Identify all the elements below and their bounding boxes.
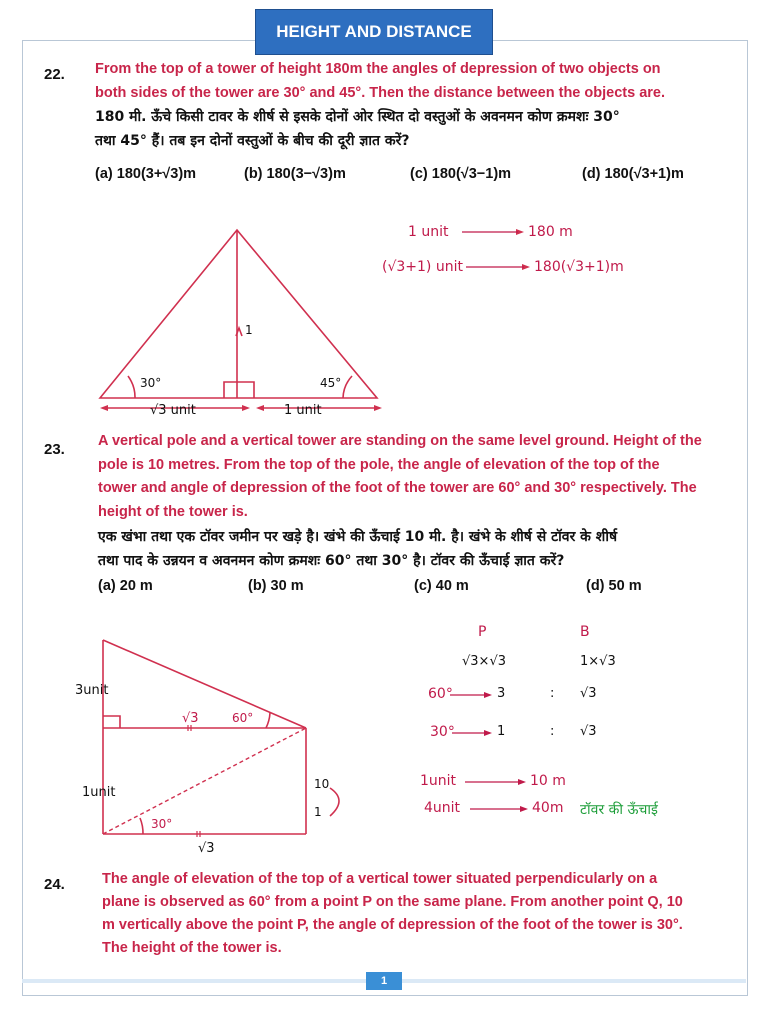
- q23-work-row1-colon: :: [550, 686, 555, 701]
- q22-number: 22.: [44, 66, 65, 83]
- q23-work-line1-right: 10 m: [530, 773, 566, 789]
- q22-option-a: (a) 180(3+√3)m: [95, 166, 197, 182]
- q23-work-p-row0: √3×√3: [462, 654, 507, 669]
- q23-depression-line: [103, 728, 306, 834]
- q23-option-c: (c) 40 m: [414, 578, 469, 594]
- q23-number: 23.: [44, 441, 65, 458]
- q23-work-line1-left: 1unit: [420, 773, 457, 789]
- q23-pole-1-label: 1: [314, 805, 322, 819]
- q23-option-d: (d) 50 m: [586, 578, 642, 594]
- q22-angle-30-label: 30°: [140, 376, 162, 390]
- q23-work-row1-ratio: √3: [580, 686, 597, 701]
- q23-elevation-line: [103, 640, 306, 728]
- q23-work-row1-angle: 60°: [428, 686, 453, 702]
- q23-hindi-line1: एक खंभा तथा एक टॉवर जमीन पर खड़े है। खंभे की ऊँचाई 10 मी. है। खंभे के शीर्ष से टॉवर के शीर्ष: [98, 529, 618, 545]
- q23-angle-30-arc: [140, 818, 143, 834]
- q23-hindi-line2: तथा पाद के उन्नयन व अवनमन कोण क्रमशः 60° तथा 30° है। टॉवर की ऊँचाई ज्ञात करें?: [98, 553, 565, 569]
- q23-work-col-b: B: [580, 624, 590, 640]
- q23-root3-top-label: √3: [182, 711, 199, 726]
- q22-english-line2: both sides of the tower are 30° and 45°. Then the distance between the objects are.: [95, 85, 665, 101]
- q23-angle-30-label: 30°: [151, 817, 173, 831]
- q23-work-line2-left: 4unit: [424, 800, 461, 816]
- q23-work-tower-height-hindi: टॉवर की ऊँचाई: [580, 802, 658, 818]
- q24-english-line4: The height of the tower is.: [102, 940, 282, 956]
- q23-option-a: (a) 20 m: [98, 578, 153, 594]
- q23-english-line1: A vertical pole and a vertical tower are standing on the same level ground. Height of the: [98, 433, 702, 449]
- q22-work-line1-left: 1 unit: [408, 224, 449, 240]
- q23-angle-60-label: 60°: [232, 711, 254, 725]
- q23-work-row1-value: 3: [497, 686, 506, 701]
- q22-option-b: (b) 180(3−√3)m: [244, 166, 346, 182]
- q23-root3-bottom-label: √3: [198, 841, 215, 856]
- q22-hindi-line2: तथा 45° हैं। तब इन दोनों वस्तुओं के बीच की दूरी ज्ञात करें?: [95, 133, 410, 149]
- q23-work-row2-angle: 30°: [430, 724, 455, 740]
- q22-base-left-label: √3 unit: [150, 403, 196, 418]
- q24-english-line1: The angle of elevation of the top of a vertical tower situated perpendicularly on a: [102, 871, 658, 887]
- q22-height-label: 1: [245, 323, 253, 337]
- q22-option-d: (d) 180(√3+1)m: [582, 166, 684, 182]
- q24-english-line3: m vertically above the point P, the angle of depression of the foot of the tower is 30°.: [102, 917, 683, 933]
- q23-work-b-row0: 1×√3: [580, 654, 616, 669]
- q23-work-col-p: P: [478, 624, 487, 640]
- q22-work-line2-right: 180(√3+1)m: [534, 259, 624, 275]
- q23-right-angle-mark: [103, 716, 120, 728]
- q22-work-line1-right: 180 m: [528, 224, 573, 240]
- q23-angle-60-arc: [266, 713, 270, 728]
- q23-pole-brace: [330, 788, 339, 816]
- q24-number: 24.: [44, 876, 65, 893]
- q23-work-row2-value: 1: [497, 724, 506, 739]
- q22-base-right-label: 1 unit: [284, 403, 322, 418]
- q23-pole-10-label: 10: [314, 777, 330, 791]
- q22-option-c: (c) 180(√3−1)m: [410, 166, 512, 182]
- q22-hindi-line1: 180 मी. ऊँचे किसी टावर के शीर्ष से इसके दोनों ओर स्थित दो वस्तुओं के अवनमन कोण क्रमशः 30°: [95, 109, 620, 125]
- q23-option-b: (b) 30 m: [248, 578, 304, 594]
- q22-english-line1: From the top of a tower of height 180m the angles of depression of two objects on: [95, 61, 661, 77]
- q24-english-line2: plane is observed as 60° from a point P on the same plane. From another point Q, 10: [102, 894, 683, 910]
- page-number: 1: [366, 972, 402, 990]
- q22-angle-45-label: 45°: [320, 376, 342, 390]
- page-header: HEIGHT AND DISTANCE: [256, 10, 492, 54]
- q23-english-line2: pole is 10 metres. From the top of the pole, the angle of elevation of the top of the: [98, 457, 660, 473]
- q23-work-arrowheads: [484, 692, 528, 812]
- q23-work-line2-right: 40m: [532, 800, 564, 816]
- q23-english-line3: tower and angle of depression of the foot of the tower are 60° and 30° respectively. The: [98, 480, 697, 496]
- q22-work-line2-left: (√3+1) unit: [382, 259, 463, 275]
- q23-work-row2-ratio: √3: [580, 724, 597, 739]
- q23-english-line4: height of the tower is.: [98, 504, 248, 520]
- q23-1unit-label: 1unit: [82, 785, 116, 800]
- q23-3unit-label: 3unit: [75, 683, 109, 698]
- q23-work-row2-colon: :: [550, 724, 555, 739]
